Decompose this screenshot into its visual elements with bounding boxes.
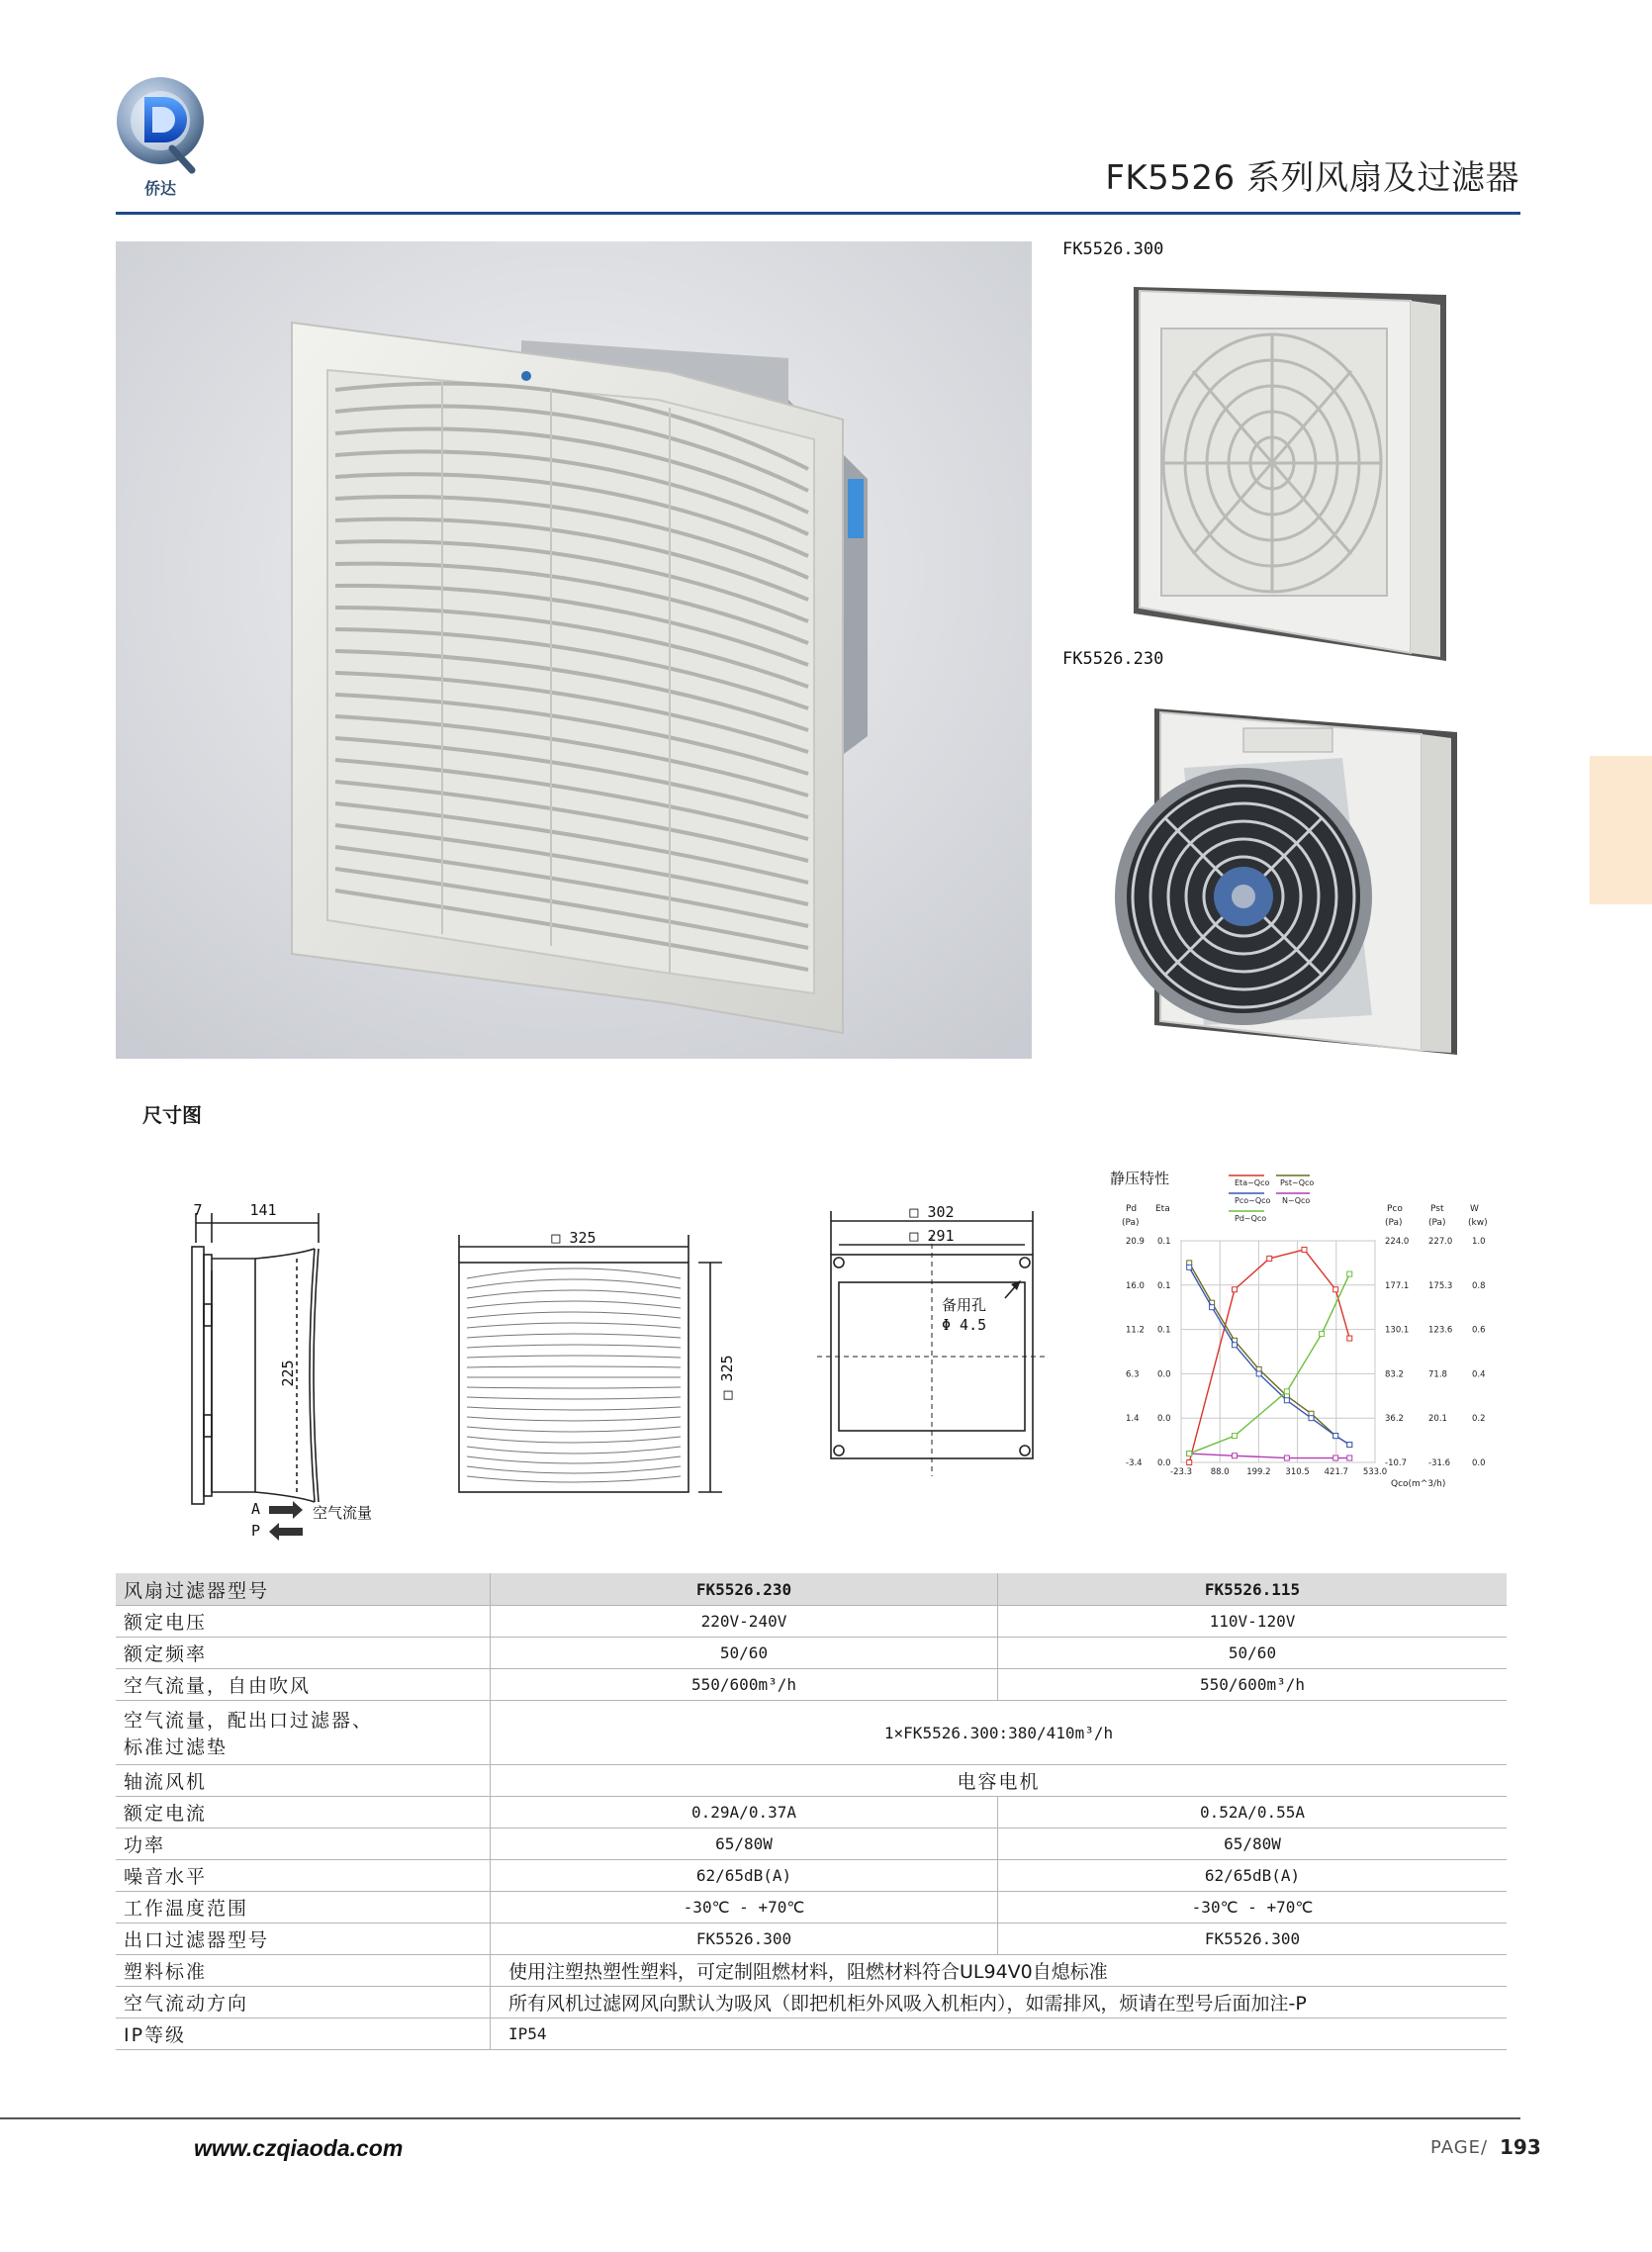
series-point xyxy=(1256,1371,1261,1376)
legend-pst: Pst~Qco xyxy=(1280,1178,1315,1187)
w-tick-label: 0.2 xyxy=(1472,1414,1486,1425)
header-divider xyxy=(116,212,1520,215)
series-point xyxy=(1309,1416,1314,1421)
row-label: 空气流量，自由吹风 xyxy=(116,1669,491,1701)
row-label xyxy=(116,1701,491,1765)
header-label: 风扇过滤器型号 xyxy=(116,1573,491,1606)
x-tick-label: 533.0 xyxy=(1362,1467,1388,1477)
cell-230: 550/600m³/h xyxy=(491,1669,998,1701)
x-tick-label: 199.2 xyxy=(1246,1467,1271,1477)
spare-hole-diameter: Φ 4.5 xyxy=(942,1316,987,1334)
series-point xyxy=(1187,1452,1192,1456)
table-row xyxy=(116,1797,1507,1829)
table-row xyxy=(116,1606,1507,1638)
row-label: 塑料标准 xyxy=(116,1955,491,1987)
front-view-drawing xyxy=(451,1223,748,1514)
fan-unit-photo xyxy=(1095,689,1491,1075)
legend-eta: Eta~Qco xyxy=(1235,1178,1270,1187)
row-label: 噪音水平 xyxy=(116,1860,491,1892)
axis-unit-pd: (Pa) xyxy=(1122,1218,1140,1228)
series-point xyxy=(1347,1336,1352,1341)
series-point xyxy=(1233,1454,1238,1458)
pco-tick-label: 177.1 xyxy=(1385,1280,1410,1291)
row-label: 出口过滤器型号 xyxy=(116,1924,491,1955)
cell-115: 50/60 xyxy=(998,1638,1508,1669)
cell-115: FK5526.300 xyxy=(998,1924,1508,1955)
w-tick-label: 1.0 xyxy=(1472,1237,1486,1247)
row-label: 额定电压 xyxy=(116,1606,491,1638)
pst-tick-label: 123.6 xyxy=(1428,1325,1453,1336)
series-point xyxy=(1284,1398,1289,1403)
table-row xyxy=(116,1829,1507,1860)
pco-tick-label: -10.7 xyxy=(1385,1458,1407,1468)
pst-tick-label: 20.1 xyxy=(1428,1414,1447,1425)
cell-230: 220V-240V xyxy=(491,1606,998,1638)
header-model-115: FK5526.115 xyxy=(998,1573,1508,1606)
cell-230: -30℃ - +70℃ xyxy=(491,1892,998,1924)
row-label: 额定频率 xyxy=(116,1638,491,1669)
pd-tick-label: 20.9 xyxy=(1126,1237,1145,1247)
caption-filter: FK5526.300 xyxy=(1062,239,1164,259)
cell-115: 62/65dB(A) xyxy=(998,1860,1508,1892)
pd-tick-label: -3.4 xyxy=(1126,1458,1143,1468)
dim-front-height: □ 325 xyxy=(718,1355,736,1400)
fan-filter-main-photo xyxy=(116,241,1032,1059)
row-label: 空气流动方向 xyxy=(116,1987,491,2018)
series-point xyxy=(1187,1265,1192,1269)
dim-cutout-outer: □ 302 xyxy=(909,1203,955,1221)
table-row xyxy=(116,1892,1507,1924)
table-row xyxy=(116,1669,1507,1701)
legend-n: N~Qco xyxy=(1282,1196,1311,1205)
cell-230: 50/60 xyxy=(491,1638,998,1669)
side-view-drawing xyxy=(168,1195,435,1555)
x-tick-label: 88.0 xyxy=(1210,1467,1230,1477)
chart-title: 静压特性 xyxy=(1110,1170,1170,1187)
cell-merged: 电容电机 xyxy=(491,1765,1508,1797)
dim-depth: 141 xyxy=(249,1201,277,1219)
footer-divider xyxy=(0,2117,1520,2119)
eta-tick-label: 0.1 xyxy=(1157,1325,1171,1336)
dim-cutout-inner: □ 291 xyxy=(909,1227,955,1245)
cell-230: 65/80W xyxy=(491,1829,998,1860)
eta-tick-label: 0.0 xyxy=(1157,1414,1171,1425)
series-point xyxy=(1333,1287,1338,1292)
brand-logo xyxy=(111,71,210,200)
axis-label-pd: Pd xyxy=(1126,1204,1138,1214)
table-row xyxy=(116,1638,1507,1669)
cell-230: FK5526.300 xyxy=(491,1924,998,1955)
x-tick-label: 310.5 xyxy=(1285,1467,1310,1477)
cell-merged: 使用注塑热塑性塑料，可定制阻燃材料，阻燃材料符合UL94V0自熄标准 xyxy=(491,1955,1508,1987)
cell-115: 0.52A/0.55A xyxy=(998,1797,1508,1829)
series-point xyxy=(1267,1256,1272,1261)
series-point xyxy=(1233,1434,1238,1439)
row-label-line1: 空气流量，配出口过滤器、 xyxy=(124,1710,374,1732)
row-label: 功率 xyxy=(116,1829,491,1860)
cell-115: 110V-120V xyxy=(998,1606,1508,1638)
pd-tick-label: 6.3 xyxy=(1126,1369,1140,1380)
page-label: PAGE/ xyxy=(1430,2137,1489,2158)
pco-tick-label: 224.0 xyxy=(1385,1237,1410,1247)
axis-unit-w: (kw) xyxy=(1468,1218,1488,1228)
axis-label-w: W xyxy=(1470,1204,1479,1214)
pco-tick-label: 36.2 xyxy=(1385,1414,1404,1425)
pd-tick-label: 16.0 xyxy=(1126,1280,1145,1291)
x-axis-label: Qco(m^3/h) xyxy=(1391,1479,1446,1489)
page-number: 193 xyxy=(1500,2135,1541,2159)
series-line xyxy=(1189,1263,1349,1445)
cell-115: -30℃ - +70℃ xyxy=(998,1892,1508,1924)
website-link[interactable]: www.czqiaoda.com xyxy=(194,2135,404,2161)
table-row xyxy=(116,2018,1507,2050)
series-point xyxy=(1302,1247,1307,1252)
row-label: 额定电流 xyxy=(116,1797,491,1829)
cell-115: 65/80W xyxy=(998,1829,1508,1860)
page-title: FK5526 系列风扇及过滤器 xyxy=(1105,158,1519,198)
w-tick-label: 0.0 xyxy=(1472,1458,1486,1468)
x-tick-label: -23.3 xyxy=(1170,1467,1192,1477)
series-point xyxy=(1233,1287,1238,1292)
pco-tick-label: 130.1 xyxy=(1385,1325,1410,1336)
caption-fan: FK5526.230 xyxy=(1062,649,1164,669)
row-label-line2: 标准过滤垫 xyxy=(124,1736,229,1758)
eta-tick-label: 0.0 xyxy=(1157,1369,1171,1380)
series-line xyxy=(1189,1454,1349,1457)
series-point xyxy=(1284,1455,1289,1460)
legend-pco: Pco~Qco xyxy=(1235,1196,1271,1205)
axis-label-pst: Pst xyxy=(1430,1204,1444,1214)
w-tick-label: 0.8 xyxy=(1472,1280,1486,1291)
table-row xyxy=(116,1765,1507,1797)
spec-table xyxy=(116,1573,1507,2050)
legend-pd: Pd~Qco xyxy=(1235,1214,1267,1223)
eta-tick-label: 0.1 xyxy=(1157,1280,1171,1291)
flow-label-p: P xyxy=(251,1522,261,1540)
table-row xyxy=(116,1924,1507,1955)
row-label: 轴流风机 xyxy=(116,1765,491,1797)
series-point xyxy=(1347,1443,1352,1448)
series-point xyxy=(1333,1434,1338,1439)
series-point xyxy=(1347,1271,1352,1276)
cell-230: 0.29A/0.37A xyxy=(491,1797,998,1829)
series-point xyxy=(1320,1332,1325,1337)
plot-frame xyxy=(1181,1241,1375,1462)
eta-tick-label: 0.1 xyxy=(1157,1237,1171,1247)
w-tick-label: 0.4 xyxy=(1472,1369,1486,1380)
axis-unit-pco: (Pa) xyxy=(1385,1218,1403,1228)
series-point xyxy=(1210,1305,1215,1310)
pd-tick-label: 1.4 xyxy=(1126,1414,1140,1425)
axis-label-eta: Eta xyxy=(1155,1204,1170,1214)
dim-frame-thickness: 7 xyxy=(193,1201,203,1219)
section-tab xyxy=(1590,756,1652,904)
cell-merged: 所有风机过滤网风向默认为吸风（即把机柜外风吸入机柜内），如需排风，烦请在型号后面加注-P xyxy=(491,1987,1508,2018)
table-row xyxy=(116,1701,1507,1765)
axis-label-pco: Pco xyxy=(1387,1204,1403,1214)
airflow-label: 空气流量 xyxy=(313,1504,373,1522)
table-header-row xyxy=(116,1573,1507,1606)
cell-merged: 1×FK5526.300:380/410m³/h xyxy=(491,1701,1508,1765)
dim-fan-height: 225 xyxy=(279,1360,297,1387)
table-row xyxy=(116,1987,1507,2018)
cell-115: 550/600m³/h xyxy=(998,1669,1508,1701)
pst-tick-label: 175.3 xyxy=(1428,1280,1453,1291)
pst-tick-label: -31.6 xyxy=(1428,1458,1450,1468)
cell-230: 62/65dB(A) xyxy=(491,1860,998,1892)
series-point xyxy=(1187,1460,1192,1465)
pco-tick-label: 83.2 xyxy=(1385,1369,1404,1380)
spare-hole-label: 备用孔 xyxy=(942,1296,987,1314)
table-row xyxy=(116,1860,1507,1892)
logo-text: 侨达 xyxy=(143,179,177,198)
panel-cutout-drawing xyxy=(807,1199,1064,1510)
row-label: IP等级 xyxy=(116,2018,491,2050)
cell-merged: IP54 xyxy=(491,2018,1508,2050)
dim-front-width: □ 325 xyxy=(551,1229,597,1247)
series-point xyxy=(1333,1455,1338,1460)
header-model-230: FK5526.230 xyxy=(491,1573,998,1606)
section-title: 尺寸图 xyxy=(142,1103,202,1127)
static-pressure-chart xyxy=(1098,1164,1514,1504)
airflow-arrow-icons xyxy=(269,1501,303,1541)
axis-unit-pst: (Pa) xyxy=(1428,1218,1446,1228)
pst-tick-label: 227.0 xyxy=(1428,1237,1453,1247)
series-point xyxy=(1347,1455,1352,1460)
row-label: 工作温度范围 xyxy=(116,1892,491,1924)
series-point xyxy=(1284,1389,1289,1394)
x-tick-label: 421.7 xyxy=(1324,1467,1348,1477)
pst-tick-label: 71.8 xyxy=(1428,1369,1447,1380)
flow-label-a: A xyxy=(251,1500,261,1518)
outlet-filter-photo xyxy=(1114,277,1466,668)
series-point xyxy=(1233,1343,1238,1348)
series-line xyxy=(1189,1250,1349,1462)
pd-tick-label: 11.2 xyxy=(1126,1325,1145,1336)
eta-tick-label: 0.0 xyxy=(1157,1458,1171,1468)
table-row xyxy=(116,1955,1507,1987)
w-tick-label: 0.6 xyxy=(1472,1325,1486,1336)
